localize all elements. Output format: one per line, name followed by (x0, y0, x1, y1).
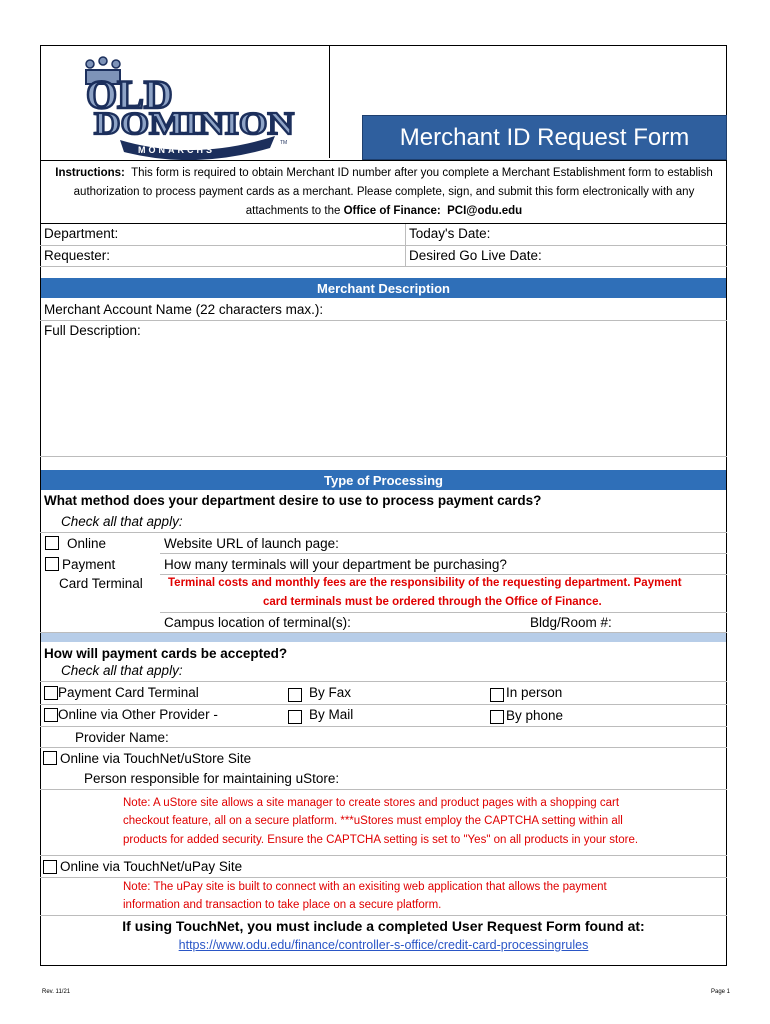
by-fax-checkbox[interactable] (288, 688, 302, 702)
ustore-note-line3: products for added security. Ensure the CAPTCHA setting is set to "Yes" on all products in your store. (123, 834, 639, 846)
divider (40, 245, 727, 246)
logo-tm: TM (280, 140, 288, 146)
logo-line3: MONARCHS (138, 145, 215, 155)
ustore-label: Online via TouchNet/uStore Site (60, 751, 252, 766)
department-label: Department: (44, 226, 119, 241)
instructions-label: Instructions: (55, 167, 125, 179)
online-label: Online (67, 536, 107, 551)
merchant-description-header: Merchant Description (41, 278, 726, 298)
logo-line2: DOMINION (94, 105, 294, 141)
divider (40, 789, 727, 790)
provider-name-label: Provider Name: (75, 730, 169, 745)
by-fax-label: By Fax (309, 685, 352, 700)
full-description-label: Full Description: (44, 323, 141, 338)
divider (40, 160, 727, 161)
by-phone-checkbox[interactable] (490, 710, 504, 724)
terminals-count-label: How many terminals will your department be purchasing? (164, 557, 507, 572)
in-person-checkbox[interactable] (490, 688, 504, 702)
page-number: Page 1 (711, 989, 731, 995)
user-request-form-link[interactable]: https://www.odu.edu/finance/controller-s-office/credit-card-processingrules (178, 938, 589, 952)
ustore-note-line1: Note: A uStore site allows a site manager to create stores and product pages with a shopping cart (123, 797, 620, 809)
website-url-label: Website URL of launch page: (164, 536, 339, 551)
divider (160, 553, 727, 554)
processing-question: What method does your department desire to use to process payment cards? (44, 493, 542, 508)
payment-card-terminal-checkbox[interactable] (44, 686, 58, 700)
accepted-check-all: Check all that apply: (61, 663, 183, 678)
instructions (44, 164, 724, 221)
divider (40, 320, 727, 321)
ustore-note-line2: checkout feature, all on a secure platform. ***uStores must employ the CAPTCHA setting within all (123, 815, 623, 827)
divider (160, 612, 727, 613)
upay-label: Online via TouchNet/uPay Site (60, 859, 243, 874)
online-other-provider-label: Online via Other Provider - (58, 707, 218, 722)
ustore-checkbox[interactable] (43, 751, 57, 765)
in-person-label: In person (506, 685, 563, 700)
divider (40, 877, 727, 878)
divider (40, 747, 727, 748)
account-name-label: Merchant Account Name (22 characters max.): (44, 302, 324, 317)
divider (40, 855, 727, 856)
page-title: Merchant ID Request Form (362, 115, 727, 160)
payment-terminal-checkbox[interactable] (45, 557, 59, 571)
online-other-provider-checkbox[interactable] (44, 708, 58, 722)
check-all-label: Check all that apply: (61, 514, 183, 529)
terminal-note-line1: Terminal costs and monthly fees are the responsibility of the requesting department. Payment (168, 577, 682, 589)
upay-note-line2: information and transaction to take place on a secure platform. (123, 899, 442, 911)
upay-note-line1: Note: The uPay site is built to connect with an exisiting web application that allows the payment (123, 881, 607, 893)
divider (40, 726, 727, 727)
upay-checkbox[interactable] (43, 860, 57, 874)
section-spacer (41, 633, 726, 642)
todays-date-label: Today's Date: (409, 226, 491, 241)
payment-card-terminal-label: Payment Card Terminal (58, 685, 199, 700)
divider (40, 456, 727, 457)
divider (40, 915, 727, 916)
divider (40, 704, 727, 705)
type-of-processing-header: Type of Processing (41, 470, 726, 490)
instructions-text: This form is required to obtain Merchant ID number after you complete a Merchant Establishment form to establish authorization to process payment cards as a merchant. Please complete, sign, and submit this form electronically with any attachments to the (73, 167, 713, 217)
campus-location-label: Campus location of terminal(s): (164, 615, 351, 630)
accepted-question: How will payment cards be accepted? (44, 646, 288, 661)
divider (40, 532, 727, 533)
bldg-room-label: Bldg/Room #: (530, 615, 612, 630)
card-terminal-label: Card Terminal (59, 576, 143, 591)
requester-label: Requester: (44, 248, 111, 263)
touchnet-notice: If using TouchNet, you must include a completed User Request Form found at: (122, 918, 645, 934)
go-live-label: Desired Go Live Date: (409, 248, 542, 263)
online-checkbox[interactable] (45, 536, 59, 550)
by-phone-label: By phone (506, 708, 564, 723)
divider (40, 223, 727, 224)
terminal-note-line2: card terminals must be ordered through the Office of Finance. (263, 596, 602, 608)
divider (40, 266, 727, 267)
ustore-person-label: Person responsible for maintaining uStore: (84, 771, 340, 786)
office-of-finance: Office of Finance: (343, 205, 441, 217)
odu-logo (80, 52, 300, 160)
divider (40, 681, 727, 682)
by-mail-label: By Mail (309, 707, 354, 722)
divider (160, 574, 727, 575)
email-link[interactable]: PCI@odu.edu (447, 205, 523, 217)
revision-label: Rev. 11/21 (42, 989, 71, 995)
logo-line1: OLD (86, 72, 173, 117)
by-mail-checkbox[interactable] (288, 710, 302, 724)
payment-label: Payment (62, 557, 116, 572)
